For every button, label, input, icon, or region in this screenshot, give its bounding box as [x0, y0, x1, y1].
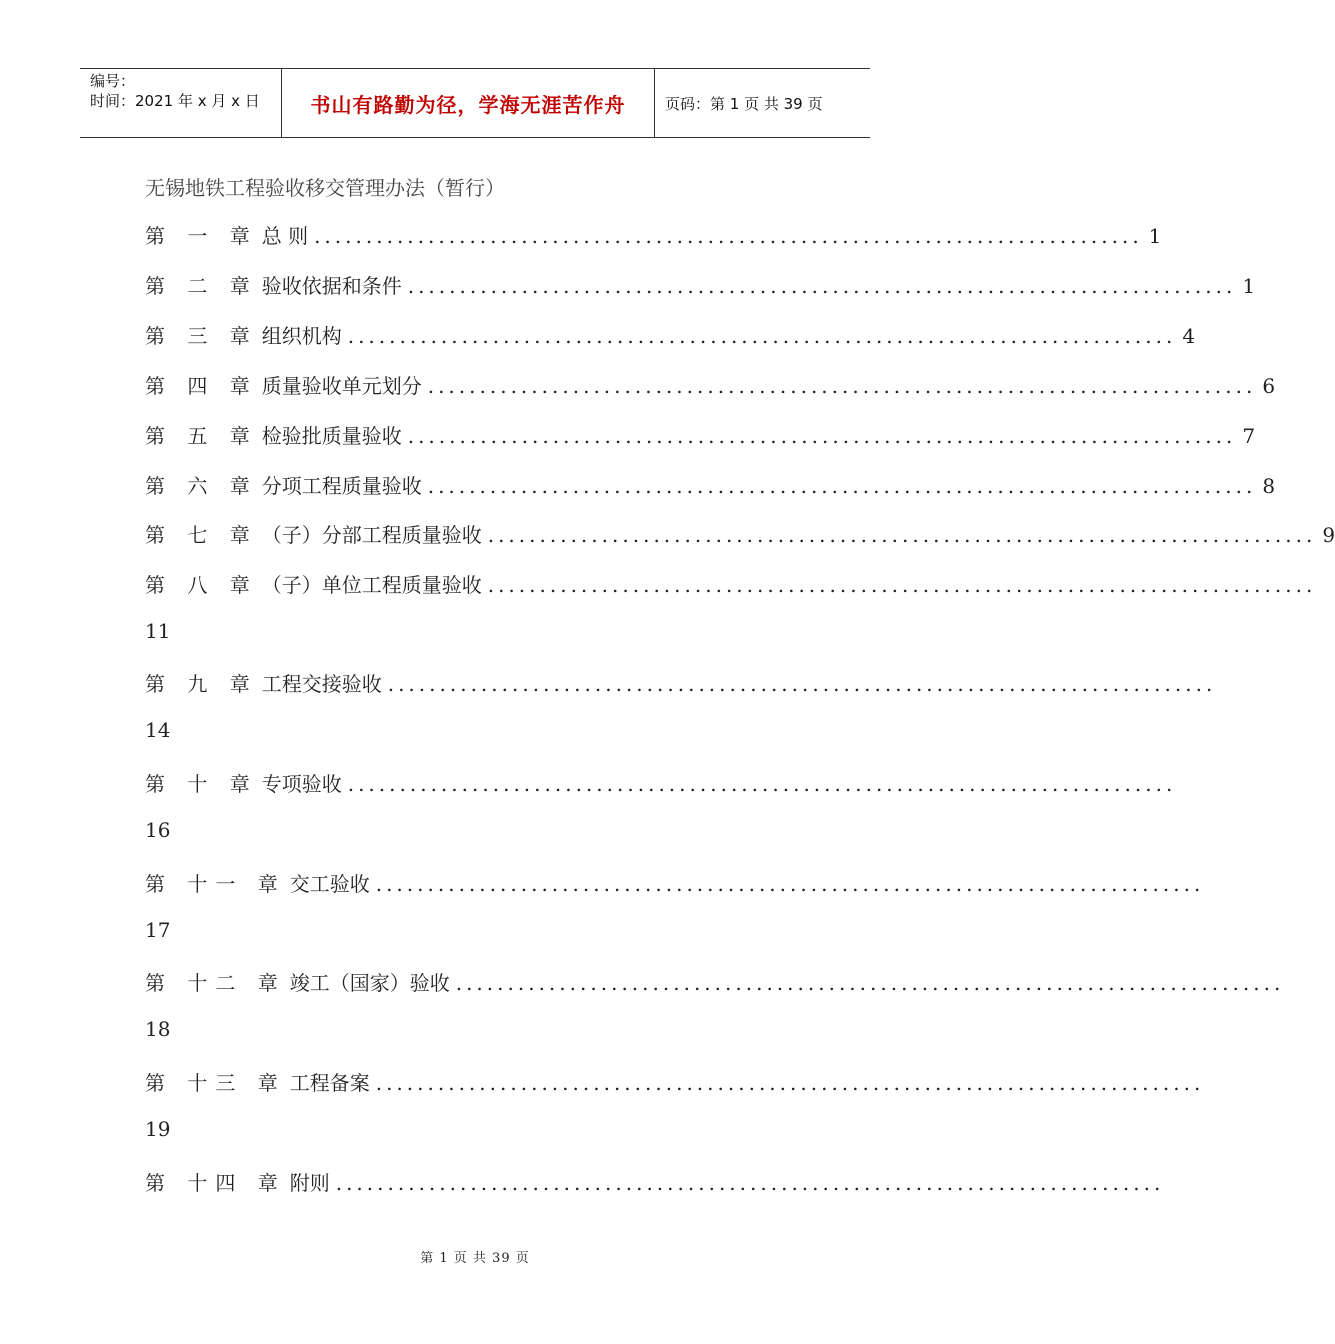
toc-leader-dots: ................................................................................: [375, 1071, 1205, 1095]
toc-page-number: 19: [145, 1117, 171, 1141]
toc-chapter: 第 十一 章: [145, 872, 286, 896]
toc-title: 工程备案: [289, 1071, 370, 1095]
toc-page-number: 18: [145, 1017, 171, 1041]
toc-entry[interactable]: [145, 967, 1285, 997]
toc-page-number: 9: [1322, 523, 1335, 547]
toc-page-number: 11: [145, 619, 171, 643]
page-footer: 第 1 页 共 39 页: [420, 1251, 530, 1266]
toc-chapter: 第 四 章: [145, 374, 258, 398]
toc-title: （子）单位工程质量验收: [261, 573, 482, 597]
toc-page-number: 6: [1262, 374, 1276, 398]
toc-entry[interactable]: [145, 569, 1317, 599]
toc-leader-dots: ................................................................................: [335, 1171, 1165, 1195]
toc-page-number: 7: [1242, 424, 1256, 448]
toc-leader-dots: ................................................................................: [487, 573, 1317, 597]
toc-chapter: 第 九 章: [145, 672, 258, 696]
toc-title: 组织机构: [261, 324, 342, 348]
toc-page-number: 16: [145, 818, 171, 842]
toc-title: 检验批质量验收: [261, 424, 402, 448]
toc-page-number: 14: [145, 718, 171, 742]
toc-entry[interactable]: [145, 320, 1196, 350]
toc-chapter: 第 二 章: [145, 274, 258, 298]
toc-chapter: 第 三 章: [145, 324, 258, 348]
toc-entry[interactable]: [145, 868, 1205, 898]
toc-chapter: 第 五 章: [145, 424, 258, 448]
toc-chapter: 第 十三 章: [145, 1071, 286, 1095]
toc-leader-dots: ................................................................................: [487, 523, 1317, 547]
toc-entry[interactable]: [145, 220, 1162, 250]
toc-chapter: 第 七 章: [145, 523, 258, 547]
header-motto: 书山有路勤为径，学海无涯苦作舟: [282, 69, 655, 137]
toc-entry[interactable]: [145, 420, 1256, 450]
toc-page-number: 8: [1262, 474, 1276, 498]
toc-entry[interactable]: [145, 668, 1217, 698]
toc-leader-dots: ................................................................................: [375, 872, 1205, 896]
toc-title: 工程交接验收: [261, 672, 382, 696]
toc-page-number: 1: [1148, 224, 1162, 248]
toc-title: （子）分部工程质量验收: [261, 523, 482, 547]
toc-entry[interactable]: [145, 519, 1335, 549]
toc-leader-dots: ................................................................................: [407, 274, 1237, 298]
toc-entry[interactable]: [145, 1067, 1205, 1097]
toc-leader-dots: ................................................................................: [427, 374, 1257, 398]
toc-leader-dots: ................................................................................: [387, 672, 1217, 696]
toc-page-number: 4: [1182, 324, 1196, 348]
toc-entry[interactable]: [145, 470, 1276, 500]
toc-chapter: 第 八 章: [145, 573, 258, 597]
toc-title: 附则: [289, 1171, 330, 1195]
toc-chapter: 第 十四 章: [145, 1171, 286, 1195]
toc-leader-dots: ................................................................................: [427, 474, 1257, 498]
toc-leader-dots: ................................................................................: [347, 324, 1177, 348]
toc-chapter: 第 一 章: [145, 224, 258, 248]
header-page-info: 页码：第 1 页 共 39 页: [665, 94, 823, 113]
header-meta: [80, 69, 282, 137]
document-title: 无锡地铁工程验收移交管理办法（暂行）: [145, 176, 505, 200]
serial-label: 编号：: [90, 72, 136, 90]
toc-title: 总 则: [261, 224, 309, 248]
toc-entry[interactable]: [145, 270, 1256, 300]
toc-entry[interactable]: [145, 370, 1276, 400]
toc-title: 竣工（国家）验收: [289, 971, 450, 995]
date-label: 时间：2021 年 x 月 x 日: [90, 92, 260, 110]
toc-entry[interactable]: [145, 1167, 1165, 1197]
toc-title: 专项验收: [261, 772, 342, 796]
toc-chapter: 第 六 章: [145, 474, 258, 498]
toc-entry[interactable]: [145, 768, 1177, 798]
toc-leader-dots: ................................................................................: [407, 424, 1237, 448]
toc-title: 验收依据和条件: [261, 274, 402, 298]
toc-chapter: 第 十 章: [145, 772, 258, 796]
page-header: [80, 68, 870, 138]
toc-title: 分项工程质量验收: [261, 474, 422, 498]
toc-leader-dots: ................................................................................: [314, 224, 1143, 248]
toc-leader-dots: ................................................................................: [347, 772, 1177, 796]
toc-chapter: 第 十二 章: [145, 971, 286, 995]
toc-title: 交工验收: [289, 872, 370, 896]
toc-page-number: 17: [145, 918, 171, 942]
toc-page-number: 1: [1242, 274, 1256, 298]
toc-title: 质量验收单元划分: [261, 374, 422, 398]
toc-leader-dots: ................................................................................: [455, 971, 1285, 995]
